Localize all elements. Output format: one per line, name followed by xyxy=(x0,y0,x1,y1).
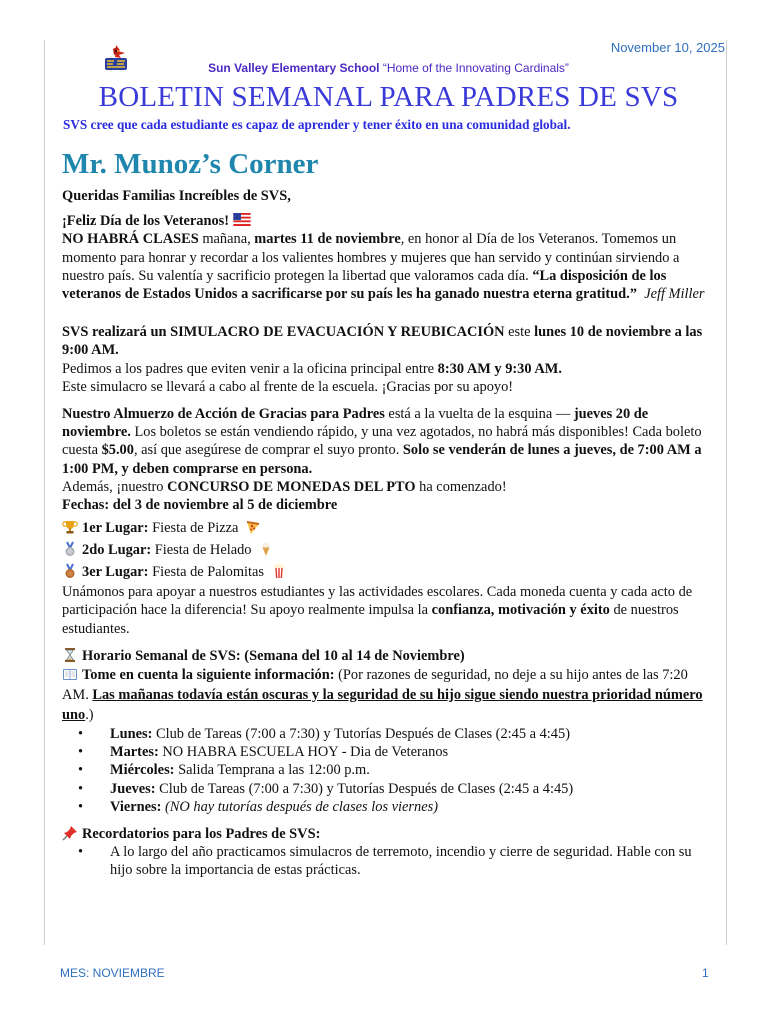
text: (Por razones de seguridad, no deje a su hijo antes de las 7:20 AM. xyxy=(62,667,688,704)
text: Unámonos para apoyar a nuestros estudiantes y las actividades escolares. Cada moneda cuenta y cada acto de participación hace la diferencia! Su apoyo realmente impulsa la xyxy=(62,584,693,619)
school-name: Sun Valley Elementary School xyxy=(208,61,380,75)
day-label: Martes: xyxy=(110,744,159,761)
schedule-title: Horario Semanal de SVS: (Semana del 10 al 14 de Noviembre) xyxy=(82,647,465,664)
drill-paragraph xyxy=(62,323,717,359)
no-class-date: martes 11 de noviembre xyxy=(254,231,401,248)
schedule-item xyxy=(62,780,717,798)
ticket-price: $5.00 xyxy=(101,442,134,459)
prize-place: 3er Lugar: xyxy=(82,564,149,581)
text: Pedimos a los padres que eviten venir a la oficina principal entre xyxy=(62,360,438,377)
pizza-icon xyxy=(245,519,261,535)
us-flag-icon xyxy=(233,213,251,226)
reminders-title: Recordatorios para los Padres de SVS: xyxy=(82,826,321,843)
text: mañana, xyxy=(198,231,255,248)
hourglass-icon xyxy=(62,647,78,663)
weekly-schedule-list xyxy=(62,725,717,816)
popcorn-icon xyxy=(271,563,287,579)
day-label: Jueves: xyxy=(110,780,156,797)
silver-medal-icon xyxy=(62,541,78,557)
school-motto: “Home of the Innovating Cardinals” xyxy=(382,61,569,75)
pto-intro xyxy=(62,478,717,496)
prize-place: 2do Lugar: xyxy=(82,542,152,559)
text: , así que asegúrese de comprar el suyo pronto. xyxy=(133,442,403,459)
text: .) xyxy=(85,707,94,724)
veterans-day-title: ¡Feliz Día de los Veteranos! xyxy=(62,213,230,230)
newsletter-title: BOLETIN SEMANAL PARA PADRES DE SVS xyxy=(98,81,679,113)
page-number: 1 xyxy=(702,966,709,980)
trophy-icon xyxy=(62,519,78,535)
prize-row xyxy=(62,517,717,539)
veterans-quote: “La disposición de los veteranos de Estados Unidos a sacrificarse por su país les ha ganado nuestra eterna gratitud.” xyxy=(62,267,667,303)
ticket-sales-hours: Solo se venderán de lunes a jueves, de 7:00 AM a 1:00 PM, y deben comprarse en persona. xyxy=(62,442,702,477)
schedule-item xyxy=(62,798,717,816)
no-class-label: NO HABRÁ CLASES xyxy=(62,231,199,248)
coin-contest-title: CONCURSO DE MONEDAS DEL PTO xyxy=(167,478,416,495)
note-label: Tome en cuenta la siguiente información: xyxy=(82,667,335,684)
text: este xyxy=(504,324,535,341)
footer-month: MES: NOVIEMBRE xyxy=(60,966,165,980)
prize-row xyxy=(62,561,717,583)
text: Los boletos se están vendiendo rápido, y una vez agotados, no habrá más disponibles! Cada boleto cuesta xyxy=(62,424,702,459)
newsletter-body xyxy=(62,187,717,880)
prize-place: 1er Lugar: xyxy=(82,520,149,537)
left-margin-rule xyxy=(44,40,45,945)
schedule-item xyxy=(62,743,717,761)
prize-name: Fiesta de Pizza xyxy=(152,520,239,537)
text: Además, ¡nuestro xyxy=(62,478,168,495)
lunch-title: Nuestro Almuerzo de Acción de Gracias para Padres xyxy=(62,406,385,423)
prize-name: Fiesta de Palomitas xyxy=(152,564,265,581)
day-text: Club de Tareas (7:00 a 7:30) y Tutorías Después de Clases (2:45 a 4:45) xyxy=(152,726,570,743)
reminders-list xyxy=(62,843,717,879)
ice-cream-icon xyxy=(258,541,274,557)
newsletter-date: November 10, 2025 xyxy=(610,40,725,55)
pto-closing xyxy=(62,583,717,638)
day-text: Salida Temprana a las 12:00 p.m. xyxy=(174,762,370,779)
text: está a la vuelta de la esquina — xyxy=(384,406,574,423)
day-label: Viernes: xyxy=(110,798,162,815)
closing-emphasis: confianza, motivación y éxito xyxy=(431,602,610,619)
corner-heading: Mr. Munoz’s Corner xyxy=(62,148,319,180)
drill-note: Este simulacro se llevará a cabo al frente de la escuela. ¡Gracias por su apoyo! xyxy=(62,378,514,395)
schedule-item xyxy=(62,725,717,743)
greeting: Queridas Familias Increíbles de SVS, xyxy=(62,188,291,204)
day-label: Miércoles: xyxy=(110,762,175,779)
school-line xyxy=(0,61,777,75)
quote-author: Jeff Miller xyxy=(644,286,705,303)
open-book-icon xyxy=(62,666,78,682)
bronze-medal-icon xyxy=(62,563,78,579)
text: , en honor al Día de los Veteranos. Tomemos un momento para honrar y recordar a los valientes hombres y mujeres que han servido y continúan sirviendo a nuestro país. Su valentía y sacrificio protegen la libertad que valoramos cada día. xyxy=(62,231,680,284)
day-text: (NO hay tutorías después de clases los viernes) xyxy=(161,798,438,815)
drill-time-window: 8:30 AM y 9:30 AM. xyxy=(437,360,562,377)
day-text: Club de Tareas (7:00 a 7:30) y Tutorías Después de Clases (2:45 a 4:45) xyxy=(155,780,574,797)
prize-row xyxy=(62,539,717,561)
text: ha comenzado! xyxy=(415,478,507,495)
lunch-paragraph xyxy=(62,405,717,478)
schedule-item xyxy=(62,761,717,779)
drill-title: SVS realizará un SIMULACRO DE EVACUACIÓN Y REUBICACIÓN xyxy=(62,324,505,341)
safety-priority-note: Las mañanas todavía están oscuras y la seguridad de su hijo sigue siendo nuestra prioridad número uno xyxy=(62,687,703,724)
text: de nuestros estudiantes. xyxy=(62,602,679,637)
reminder-item: • A lo largo del año practicamos simulacros de terremoto, incendio y cierre de seguridad. Hable con su hijo sobre la importancia de estas prácticas. xyxy=(62,843,717,879)
day-label: Lunes: xyxy=(110,726,153,743)
day-text: NO HABRA ESCUELA HOY - Dia de Veteranos xyxy=(158,744,449,761)
newsletter-tagline: SVS cree que cada estudiante es capaz de aprender y tener éxito en una comunidad global. xyxy=(63,117,571,132)
contest-dates: Fechas: del 3 de noviembre al 5 de diciembre xyxy=(62,497,338,514)
drill-date: lunes 10 de noviembre a las 9:00 AM. xyxy=(62,324,703,359)
veterans-paragraph xyxy=(62,230,717,303)
lunch-date: jueves 20 de noviembre. xyxy=(62,406,649,441)
schedule-note xyxy=(62,665,717,725)
right-margin-rule xyxy=(726,40,727,945)
pushpin-icon xyxy=(62,825,78,841)
prize-name: Fiesta de Helado xyxy=(154,542,252,559)
